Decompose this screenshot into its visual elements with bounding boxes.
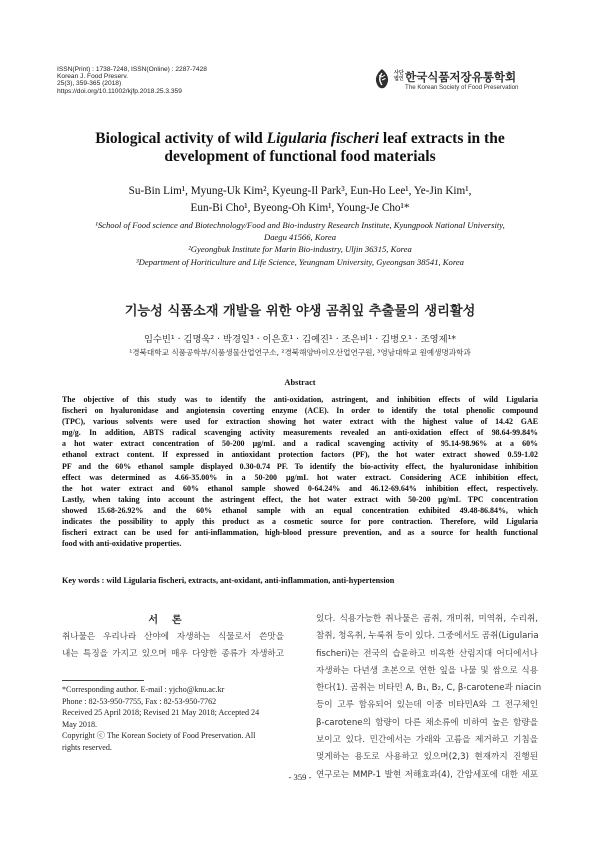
paper-title-kr: 기능성 식품소재 개발을 위한 야생 곰취잎 추출물의 생리활성 bbox=[124, 304, 476, 319]
copyright-cont: rights reserved. bbox=[62, 742, 112, 752]
title-line-2: development of functional food materials bbox=[164, 148, 436, 165]
body-line: 보이고 있다. 민간에서는 가래와 고름을 제거하고 기침을 bbox=[316, 735, 538, 746]
section-heading-intro: 서론 bbox=[148, 615, 196, 626]
society-header bbox=[372, 66, 552, 94]
society-name-en: The Korean Society of Food Preservation bbox=[405, 84, 519, 91]
abstract-line: mg/g. In addition, ABTS radical scavenging activity measurements revealed an anti-oxidation effect of 98.64-99.84% bbox=[62, 428, 538, 438]
body-line: β-carotene의 함량이 다른 채소류에 비하여 높은 함량을 bbox=[316, 717, 538, 728]
authors-line-1: Su-Bin Lim¹, Myung-Uk Kim², Kyeung-Il Park³, Eun-Ho Lee¹, Ye-Jin Kim¹, bbox=[128, 185, 472, 197]
abstract-line: a hot water extract concentration of 50-200 μg/mL and a radical scavenging activity of 95.14-98.96% at a 60% bbox=[62, 439, 538, 449]
society-prefix: 사단법인 bbox=[394, 70, 404, 82]
journal-name: Korean J. Food Preserv. bbox=[57, 73, 128, 81]
received-dates-cont: May 2018. bbox=[62, 719, 98, 729]
affiliation-3: ³Department of Horiticulture and Life Science, Yeungnam University, Gyeongsan 38541, Korea bbox=[136, 256, 464, 267]
doi-link[interactable]: https://doi.org/10.11002/kjfp.2018.25.3.359 bbox=[57, 87, 182, 95]
abstract-heading: Abstract bbox=[284, 378, 316, 387]
species-name: Ligularia fischeri bbox=[266, 130, 380, 147]
society-logo-icon bbox=[372, 68, 392, 90]
abstract-line: fischeri extract can be used for anti-inflammation, high-blood pressure prevention, and as a source for health functional bbox=[62, 528, 538, 538]
body-line: 자생하는 다년생 초본으로 연한 잎을 나물 및 쌈으로 식용 bbox=[316, 665, 538, 676]
received-dates: Received 25 April 2018; Revised 21 May 2018; Accepted 24 bbox=[62, 708, 260, 718]
page-number: - 359 - bbox=[288, 772, 312, 782]
volume-pages: 25(3), 359-365 (2018) bbox=[57, 80, 122, 88]
abstract-line: fischeri on hyaluronidase and angiotensin coverting enzyme (ACE). In order to identify the total phenolic compound bbox=[62, 406, 538, 416]
society-name-kr: 한국식품저장유통학회 bbox=[405, 70, 517, 84]
body-line: 한다(1). 곰취는 비타민 A, B₁, B₂, C, β-carotene과 niacin bbox=[316, 683, 542, 694]
abstract-line: the hot water extract and 60% ethanol sample showed 0-64.24% and 46.12-69.64% inhibition effect, respectively. bbox=[62, 483, 538, 493]
issn-line: ISSN(Print) : 1738-7248, ISSN(Online) : 2287-7428 bbox=[57, 66, 207, 73]
abstract-line: The objective of this study was to identify the anti-oxidation, astringent, and inhibition effects of wild Ligularia bbox=[62, 395, 538, 404]
footnote bbox=[62, 684, 284, 754]
abstract-line: indicates the possibility to apply this product as a cosmetic source for pore contraction. Therefore, wild Ligularia bbox=[62, 517, 538, 527]
body-line: 있다. 식용가능한 취나물은 곰취, 개미취, 미역취, 수리취, bbox=[316, 614, 538, 624]
body-line: 취나물은 우리나라 산야에 자생하는 식물로서 쓴맛을 bbox=[62, 632, 284, 642]
affiliations bbox=[40, 219, 560, 268]
body-line: 내는 특징을 가지고 있으며 매우 다양한 종류가 자생하고 bbox=[62, 649, 284, 660]
abstract-line: (TPC), various solvents were used for extraction showing hot water extract with the highest value of 14.42 GAE bbox=[62, 417, 538, 427]
title-line-1: Biological activity of wild Ligularia fischeri leaf extracts in the bbox=[95, 130, 505, 147]
body-line: 참취, 청옥취, 누룩취 등이 있다. 그중에서도 곰취(Ligularia bbox=[316, 631, 539, 642]
body-line: 등이 고루 함유되어 있는데 이중 비타민A와 그 전구체인 bbox=[316, 700, 538, 711]
authors-line-2: Eun-Bi Cho¹, Byeong-Oh Kim¹, Young-Je Cho¹* bbox=[190, 202, 410, 214]
contact-phone-fax: Phone : 82-53-950-7755, Fax : 82-53-950-7762 bbox=[62, 696, 217, 706]
footnote-divider bbox=[62, 680, 144, 681]
authors-en bbox=[40, 183, 560, 217]
abstract-line: ethanol extract content. If expressed in antioxidant protection factors (PF), the hot water extract showed 0.59-1.02 bbox=[62, 450, 538, 460]
body-line: fischeri)는 전국의 습윤하고 비옥한 산림지대 어디에서나 bbox=[316, 648, 538, 659]
body-line: 연구로는 MMP-1 발현 저해효과(4), 간암세포에 대한 세포 bbox=[316, 769, 538, 780]
authors-kr-block bbox=[40, 333, 560, 358]
body-line: 멎게하는 용도로 사용하고 있으며(2,3) 현재까지 진행된 bbox=[316, 752, 538, 763]
intro-right-column bbox=[316, 611, 542, 784]
copyright: Copyright ⓒ The Korean Society of Food Preservation. All bbox=[62, 731, 256, 741]
abstract-line: food with anti-oxidative properties. bbox=[62, 539, 182, 549]
intro-left-column bbox=[62, 629, 284, 664]
affiliation-1-cont: Daegu 41566, Korea bbox=[263, 232, 336, 243]
authors-kr: 임수빈¹ · 김명욱² · 박경일³ · 이은호¹ · 김예진¹ · 조은비¹ · 김병오¹ · 조영제¹* bbox=[143, 334, 457, 345]
abstract-line: Lastly, when taking into account the astringent effect, the hot water extract with 50-200 μg/mL TPC concentration bbox=[62, 494, 538, 504]
paper-title-en bbox=[40, 130, 560, 166]
affiliations-kr: ¹경북대학교 식품공학부/식품생물산업연구소, ²경북해양바이오산업연구원, ³영남대학교 원예생명과학과 bbox=[129, 348, 471, 357]
journal-meta bbox=[57, 66, 277, 95]
keywords: Key words : wild Ligularia fischeri, extracts, ant-oxidant, anti-inflammation, anti-hypertension bbox=[62, 576, 395, 585]
abstract-line: showed 15.68-26.92% and the 60% ethanol sample with an equal concentration exhibited 49.48-86.84%, which bbox=[62, 505, 538, 515]
abstract-body bbox=[62, 394, 538, 549]
abstract-line: effect was determined as 4.66-35.00% in a 50-200 μg/mL hot water extract. Considering ACE inhibition effect, bbox=[62, 472, 538, 482]
abstract-line: PF and the 60% ethanol sample displayed 0.30-0.74 PF. To identify the bio-activity effect, the hyaluronidase inhibition bbox=[62, 461, 538, 471]
affiliation-2: ²Gyeongbuk Institute for Marin Bio-industry, Uljin 36315, Korea bbox=[188, 244, 412, 255]
affiliation-1: ¹School of Food science and Biotechnology/Food and Bio-industry Research Institute, Kyungpook National University, bbox=[95, 220, 505, 230]
corresponding-author: *Corresponding author. E-mail : yjcho@knu.ac.kr bbox=[62, 685, 225, 694]
